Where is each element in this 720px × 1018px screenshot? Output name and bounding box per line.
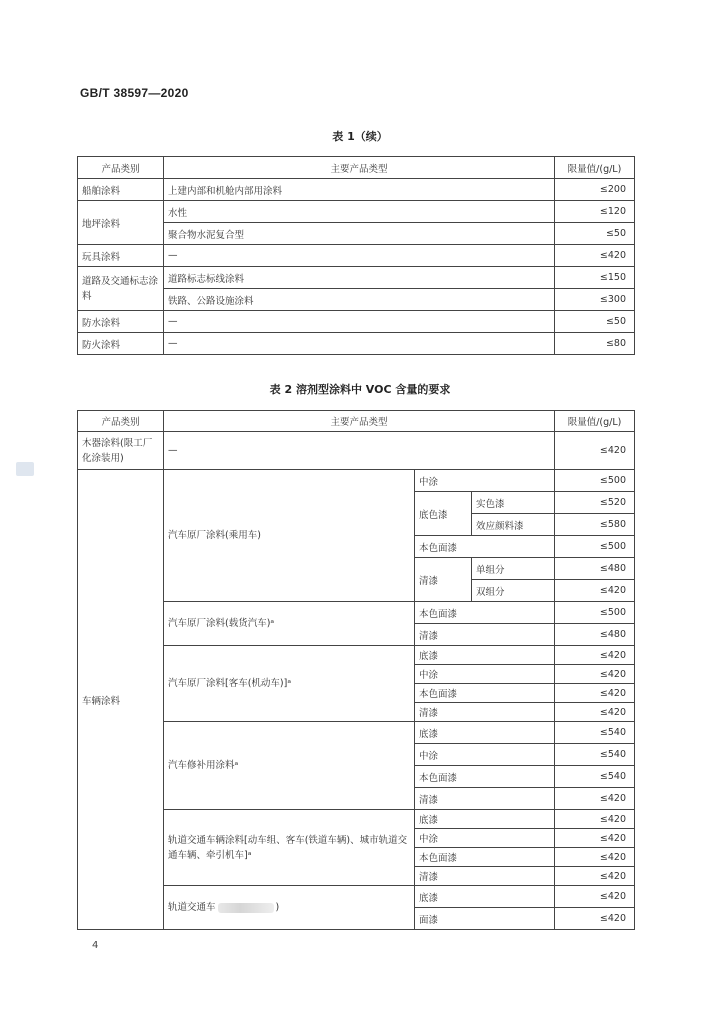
subtype-cell: 中涂 <box>415 829 555 848</box>
table1-caption: 表 1（续） <box>332 130 388 143</box>
subtype-cell: 面漆 <box>415 908 555 930</box>
category-cell: 木器涂料(限工厂化涂装用) <box>78 432 164 470</box>
subtype-cell: 中涂 <box>415 744 555 766</box>
table-row <box>78 470 635 492</box>
header-type: 主要产品类型 <box>164 411 555 432</box>
subtype-cell: 清漆 <box>415 558 472 602</box>
table-row <box>78 333 635 355</box>
limit-cell: ≤420 <box>555 810 635 829</box>
limit-cell: ≤540 <box>555 766 635 788</box>
sub-subtype-cell: 效应颜料漆 <box>472 514 555 536</box>
limit-cell: ≤420 <box>555 245 635 267</box>
category-cell: 车辆涂料 <box>78 470 164 930</box>
sub-subtype-cell: 单组分 <box>472 558 555 580</box>
table-header-row <box>78 157 635 179</box>
limit-cell: ≤500 <box>555 470 635 492</box>
type-cell: 聚合物水泥复合型 <box>164 223 555 245</box>
group-name-cell: 汽车原厂涂料[客车(机动车)]ᵃ <box>164 646 415 722</box>
subtype-cell: 清漆 <box>415 624 555 646</box>
limit-cell: ≤50 <box>555 311 635 333</box>
group-name-cell: 汽车修补用涂料ᵃ <box>164 722 415 810</box>
table2 <box>77 410 635 930</box>
limit-cell: ≤540 <box>555 722 635 744</box>
limit-cell: ≤420 <box>555 886 635 908</box>
subtype-cell: 中涂 <box>415 470 555 492</box>
group-name-prefix: 轨道交通车 <box>168 902 216 913</box>
limit-cell: ≤300 <box>555 289 635 311</box>
subtype-cell: 本色面漆 <box>415 848 555 867</box>
header-limit: 限量值/(g/L) <box>555 411 635 432</box>
type-cell: — <box>164 245 555 267</box>
limit-cell: ≤540 <box>555 744 635 766</box>
limit-cell: ≤50 <box>555 223 635 245</box>
header-category: 产品类别 <box>78 411 164 432</box>
table-header-row <box>78 411 635 432</box>
table-row <box>78 432 635 470</box>
header-type: 主要产品类型 <box>164 157 555 179</box>
sub-subtype-cell: 实色漆 <box>472 492 555 514</box>
group-name-suffix: ) <box>275 902 280 913</box>
subtype-cell: 本色面漆 <box>415 684 555 703</box>
subtype-cell: 底色漆 <box>415 492 472 536</box>
side-watermark-icon <box>16 462 34 476</box>
subtype-cell: 中涂 <box>415 665 555 684</box>
limit-cell: ≤420 <box>555 867 635 886</box>
subtype-cell: 清漆 <box>415 788 555 810</box>
table-row <box>78 311 635 333</box>
category-cell: 防火涂料 <box>78 333 164 355</box>
type-cell: — <box>164 311 555 333</box>
limit-cell: ≤420 <box>555 829 635 848</box>
limit-cell: ≤420 <box>555 646 635 665</box>
table1 <box>77 156 635 355</box>
type-cell: 道路标志标线涂料 <box>164 267 555 289</box>
subtype-cell: 底漆 <box>415 646 555 665</box>
subtype-cell: 本色面漆 <box>415 536 555 558</box>
limit-cell: ≤580 <box>555 514 635 536</box>
limit-cell: ≤420 <box>555 580 635 602</box>
sub-subtype-cell: 双组分 <box>472 580 555 602</box>
limit-cell: ≤500 <box>555 536 635 558</box>
type-cell: 水性 <box>164 201 555 223</box>
type-cell: — <box>164 432 555 470</box>
category-cell: 玩具涂料 <box>78 245 164 267</box>
subtype-cell: 本色面漆 <box>415 602 555 624</box>
page-number: 4 <box>92 940 99 951</box>
table-row <box>78 201 635 223</box>
subtype-cell: 底漆 <box>415 722 555 744</box>
table-row <box>78 179 635 201</box>
limit-cell: ≤420 <box>555 665 635 684</box>
subtype-cell: 底漆 <box>415 810 555 829</box>
category-cell: 船舶涂料 <box>78 179 164 201</box>
limit-cell: ≤200 <box>555 179 635 201</box>
subtype-cell: 清漆 <box>415 867 555 886</box>
limit-cell: ≤420 <box>555 848 635 867</box>
subtype-cell: 底漆 <box>415 886 555 908</box>
group-name-cell: 汽车原厂涂料(乘用车) <box>164 470 415 602</box>
limit-cell: ≤420 <box>555 703 635 722</box>
limit-cell: ≤420 <box>555 432 635 470</box>
table-row <box>78 245 635 267</box>
header-limit: 限量值/(g/L) <box>555 157 635 179</box>
category-cell: 道路及交通标志涂料 <box>78 267 164 311</box>
limit-cell: ≤500 <box>555 602 635 624</box>
redacted-text <box>218 903 274 913</box>
limit-cell: ≤420 <box>555 788 635 810</box>
limit-cell: ≤420 <box>555 908 635 930</box>
limit-cell: ≤480 <box>555 624 635 646</box>
group-name-cell: 汽车原厂涂料(载货汽车)ᵃ <box>164 602 415 646</box>
subtype-cell: 清漆 <box>415 703 555 722</box>
limit-cell: ≤80 <box>555 333 635 355</box>
type-cell: — <box>164 333 555 355</box>
subtype-cell: 本色面漆 <box>415 766 555 788</box>
limit-cell: ≤480 <box>555 558 635 580</box>
type-cell: 上建内部和机舱内部用涂料 <box>164 179 555 201</box>
group-name-cell <box>164 886 415 930</box>
type-cell: 铁路、公路设施涂料 <box>164 289 555 311</box>
standard-code: GB/T 38597—2020 <box>80 86 189 100</box>
limit-cell: ≤150 <box>555 267 635 289</box>
header-category: 产品类别 <box>78 157 164 179</box>
limit-cell: ≤120 <box>555 201 635 223</box>
table-row <box>78 267 635 289</box>
category-cell: 防水涂料 <box>78 311 164 333</box>
category-cell: 地坪涂料 <box>78 201 164 245</box>
limit-cell: ≤520 <box>555 492 635 514</box>
table2-caption: 表 2 溶剂型涂料中 VOC 含量的要求 <box>269 383 451 396</box>
limit-cell: ≤420 <box>555 684 635 703</box>
group-name-cell: 轨道交通车辆涂料[动车组、客车(铁道车辆)、城市轨道交通车辆、牵引机车]ᵃ <box>164 810 415 886</box>
